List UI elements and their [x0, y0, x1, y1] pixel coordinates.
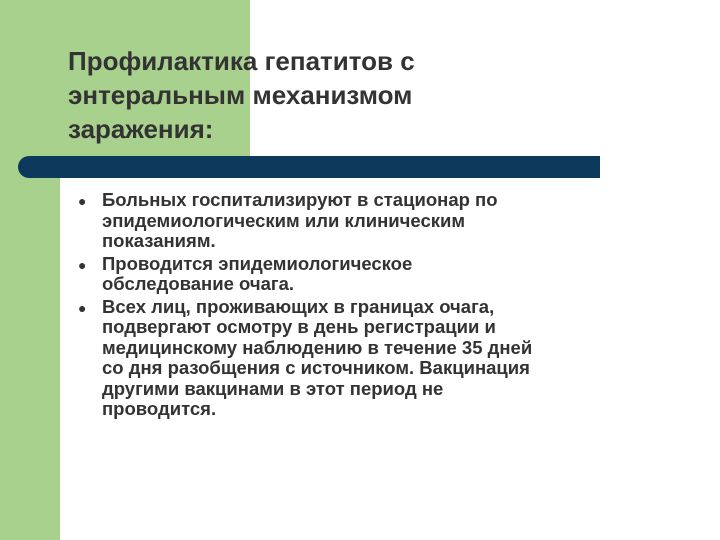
bullet-item-hospitalization — [78, 190, 690, 252]
left-accent-bar — [0, 0, 60, 540]
bullet-list — [78, 190, 690, 422]
slide-title — [68, 44, 588, 146]
title-line-2: энтеральным механизмом — [68, 80, 413, 110]
bullet-dot-icon: ● — [78, 299, 87, 316]
bullet-1-line-2: эпидемиологическим или клиническим — [102, 209, 466, 231]
bullet-dot-icon: ● — [78, 193, 87, 209]
bullet-3-line-2: подвергают осмотру в день регистрации и — [102, 316, 496, 337]
bullet-item-observation — [78, 297, 690, 420]
bullet-1-line-1: Больных госпитализируют в стационар по — [102, 189, 498, 210]
title-line-1: Профилактика гепатитов с — [68, 46, 415, 76]
bullet-2-line-1: Проводится эпидемиологическое — [102, 252, 413, 274]
bullet-3-line-6: проводится. — [102, 398, 217, 419]
bullet-3-line-4: со дня разобщения с источником. Вакцинация — [102, 357, 530, 378]
bullet-3-line-5: другими вакцинами в этот период не — [102, 377, 444, 399]
bullet-dot-icon: ● — [78, 256, 87, 273]
bullet-item-investigation — [78, 254, 690, 295]
bullet-1-line-3: показаниям. — [102, 230, 216, 251]
title-divider — [18, 156, 600, 178]
bullet-3-line-1: Всех лиц, проживающих в границах очага, — [102, 295, 495, 317]
title-line-3: заражения: — [68, 114, 214, 144]
bullet-2-line-2: обследование очага. — [102, 273, 295, 294]
bullet-3-line-3: медицинскому наблюдению в течение 35 дней — [102, 336, 533, 358]
